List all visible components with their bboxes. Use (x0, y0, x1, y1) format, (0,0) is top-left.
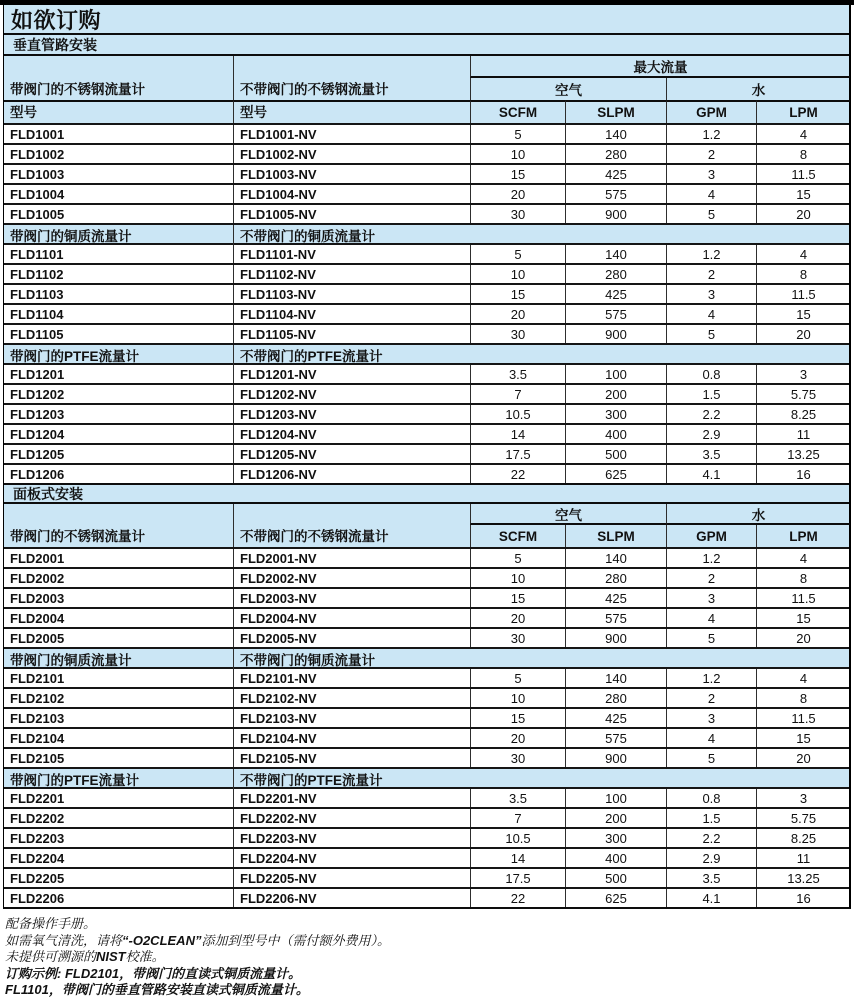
model-without-valve-cell: FLD2003-NV (233, 589, 470, 607)
model-with-valve-cell: FLD2005 (10, 630, 65, 646)
col-header-model: 型号 (233, 100, 470, 123)
col-header-max-flow: 最大流量 (470, 56, 850, 78)
scfm-value-cell: 10.5 (470, 405, 565, 423)
footnote-text: 订购示例: FLD2101，带阀门的直读式铜质流量计。 (5, 965, 302, 981)
model-without-valve-cell: FLD2002-NV (233, 569, 470, 587)
gpm-value-cell: 1.2 (666, 245, 756, 263)
col-header-with-valve: 带阀门的不锈钢流量计 (10, 529, 145, 544)
model-without-valve-cell: FLD1203-NV (233, 405, 470, 423)
model-without-valve-cell: FLD1101-NV (233, 245, 470, 263)
gpm-value-cell: 3 (666, 709, 756, 727)
model-without-valve-cell: FLD2204-NV (233, 849, 470, 867)
model-without-valve-cell: FLD1105-NV (233, 325, 470, 343)
gpm-value-cell: 1.5 (666, 809, 756, 827)
scfm-value-cell: 5 (470, 549, 565, 567)
footnote-line (5, 982, 854, 999)
footnotes (5, 916, 854, 999)
lpm-value-cell: 15 (756, 185, 850, 203)
table-row (4, 263, 849, 283)
slpm-value-cell: 900 (565, 749, 666, 767)
slpm-value-cell: 400 (565, 425, 666, 443)
slpm-value-cell: 200 (565, 809, 666, 827)
scfm-value-cell: 30 (470, 629, 565, 647)
model-without-valve-cell: FLD1004-NV (233, 185, 470, 203)
col-header-lpm: LPM (756, 100, 850, 123)
slpm-value-cell: 140 (565, 669, 666, 687)
table-row (4, 727, 849, 747)
model-with-valve-cell: FLD2001 (10, 550, 65, 566)
col-header-air: 空气 (470, 504, 666, 525)
slpm-value-cell: 140 (565, 125, 666, 143)
table-row (4, 203, 849, 223)
slpm-value-cell: 300 (565, 405, 666, 423)
model-with-valve-cell: FLD2104 (10, 730, 65, 746)
ordering-table (3, 5, 851, 909)
lpm-value-cell: 20 (756, 749, 850, 767)
model-with-valve-cell: FLD2102 (10, 690, 65, 706)
model-without-valve-cell: FLD2205-NV (233, 869, 470, 887)
table-row (4, 567, 849, 587)
table-row (4, 687, 849, 707)
model-with-valve-cell: FLD1205 (10, 446, 65, 462)
table-row (4, 607, 849, 627)
table-row (4, 283, 849, 303)
model-with-valve-cell: FLD2203 (10, 830, 65, 846)
lpm-value-cell: 15 (756, 729, 850, 747)
model-without-valve-cell: FLD2202-NV (233, 809, 470, 827)
lpm-value-cell: 20 (756, 325, 850, 343)
col-header-air: 空气 (470, 78, 666, 100)
scfm-value-cell: 5 (470, 669, 565, 687)
model-with-valve-cell: FLD1203 (10, 406, 65, 422)
model-without-valve-cell: FLD2201-NV (233, 789, 470, 807)
table-row (4, 143, 849, 163)
scfm-value-cell: 14 (470, 425, 565, 443)
scfm-value-cell: 3.5 (470, 365, 565, 383)
section-band (4, 767, 849, 787)
footnote-text: 如需氧气清洗，请将 (5, 932, 123, 948)
model-with-valve-cell: FLD2004 (10, 610, 65, 626)
scfm-value-cell: 10 (470, 265, 565, 283)
model-without-valve-cell: FLD1103-NV (233, 285, 470, 303)
lpm-value-cell: 16 (756, 889, 850, 907)
scfm-value-cell: 10 (470, 689, 565, 707)
model-without-valve-cell: FLD1206-NV (233, 465, 470, 483)
gpm-value-cell: 4 (666, 305, 756, 323)
slpm-value-cell: 500 (565, 445, 666, 463)
model-with-valve-cell: FLD1005 (10, 206, 65, 222)
col-header-gpm: GPM (666, 100, 756, 123)
model-without-valve-cell: FLD2103-NV (233, 709, 470, 727)
section-band-left-label: 带阀门的PTFE流量计 (10, 349, 140, 364)
lpm-value-cell: 11.5 (756, 285, 850, 303)
gpm-value-cell: 2 (666, 265, 756, 283)
gpm-value-cell: 2.9 (666, 425, 756, 443)
lpm-value-cell: 11.5 (756, 709, 850, 727)
col-header-model: 型号 (4, 100, 233, 123)
model-with-valve-cell: FLD2206 (10, 890, 65, 906)
lpm-value-cell: 13.25 (756, 445, 850, 463)
lpm-value-cell: 4 (756, 549, 850, 567)
table-row (4, 243, 849, 263)
footnote-text: NIST (96, 949, 126, 964)
section-band (4, 223, 849, 243)
model-without-valve-cell: FLD2101-NV (233, 669, 470, 687)
model-without-valve-cell: FLD2004-NV (233, 609, 470, 627)
gpm-value-cell: 4 (666, 609, 756, 627)
gpm-value-cell: 4 (666, 185, 756, 203)
model-with-valve-cell: FLD2105 (10, 750, 65, 766)
scfm-value-cell: 10.5 (470, 829, 565, 847)
lpm-value-cell: 8.25 (756, 405, 850, 423)
scfm-value-cell: 15 (470, 285, 565, 303)
footnote-text: “-O2CLEAN” (122, 932, 202, 948)
table-row (4, 443, 849, 463)
slpm-value-cell: 200 (565, 385, 666, 403)
table-row (4, 303, 849, 323)
footnote-line (5, 966, 854, 983)
model-without-valve-cell: FLD2005-NV (233, 629, 470, 647)
model-with-valve-cell: FLD2002 (10, 570, 65, 586)
gpm-value-cell: 5 (666, 325, 756, 343)
section-band-left-label: 带阀门的铜质流量计 (10, 229, 132, 244)
lpm-value-cell: 8 (756, 265, 850, 283)
gpm-value-cell: 2 (666, 145, 756, 163)
col-header-scfm: SCFM (470, 100, 565, 123)
slpm-value-cell: 575 (565, 185, 666, 203)
slpm-value-cell: 575 (565, 305, 666, 323)
gpm-value-cell: 5 (666, 749, 756, 767)
model-with-valve-cell: FLD1102 (10, 266, 64, 282)
slpm-value-cell: 425 (565, 285, 666, 303)
gpm-value-cell: 4.1 (666, 889, 756, 907)
table-row (4, 707, 849, 727)
lpm-value-cell: 11 (756, 425, 850, 443)
table-row (4, 847, 849, 867)
scfm-value-cell: 22 (470, 889, 565, 907)
section-band-right-label: 不带阀门的PTFE流量计 (233, 769, 850, 789)
lpm-value-cell: 11.5 (756, 165, 850, 183)
model-without-valve-cell: FLD2102-NV (233, 689, 470, 707)
table-row (4, 383, 849, 403)
lpm-value-cell: 11.5 (756, 589, 850, 607)
scfm-value-cell: 22 (470, 465, 565, 483)
gpm-value-cell: 0.8 (666, 365, 756, 383)
model-without-valve-cell: FLD1005-NV (233, 205, 470, 223)
col-header-without-valve: 不带阀门的不锈钢流量计 (233, 504, 470, 547)
slpm-value-cell: 425 (565, 709, 666, 727)
section-subheader-vertical: 垂直管路安装 (4, 35, 849, 56)
lpm-value-cell: 3 (756, 365, 850, 383)
section-subheader-panel: 面板式安装 (4, 483, 849, 504)
model-with-valve-cell: FLD2202 (10, 810, 65, 826)
scfm-value-cell: 5 (470, 125, 565, 143)
scfm-value-cell: 30 (470, 325, 565, 343)
model-with-valve-cell: FLD1003 (10, 166, 65, 182)
lpm-value-cell: 20 (756, 629, 850, 647)
slpm-value-cell: 140 (565, 549, 666, 567)
gpm-value-cell: 3 (666, 165, 756, 183)
slpm-value-cell: 100 (565, 365, 666, 383)
gpm-value-cell: 5 (666, 205, 756, 223)
table-row (4, 587, 849, 607)
table-row (4, 423, 849, 443)
gpm-value-cell: 4 (666, 729, 756, 747)
scfm-value-cell: 15 (470, 589, 565, 607)
scfm-value-cell: 10 (470, 569, 565, 587)
model-without-valve-cell: FLD2203-NV (233, 829, 470, 847)
lpm-value-cell: 13.25 (756, 869, 850, 887)
scfm-value-cell: 7 (470, 809, 565, 827)
model-without-valve-cell: FLD2105-NV (233, 749, 470, 767)
table-row (4, 183, 849, 203)
scfm-value-cell: 14 (470, 849, 565, 867)
gpm-value-cell: 3.5 (666, 445, 756, 463)
table-row (4, 747, 849, 767)
model-without-valve-cell: FLD1204-NV (233, 425, 470, 443)
lpm-value-cell: 3 (756, 789, 850, 807)
col-header-slpm: SLPM (565, 525, 666, 547)
model-with-valve-cell: FLD2101 (10, 670, 65, 686)
scfm-value-cell: 3.5 (470, 789, 565, 807)
scfm-value-cell: 30 (470, 205, 565, 223)
model-with-valve-cell: FLD2003 (10, 590, 65, 606)
model-with-valve-cell: FLD1206 (10, 466, 65, 482)
model-with-valve-cell: FLD2205 (10, 870, 65, 886)
slpm-value-cell: 400 (565, 849, 666, 867)
section-band-right-label: 不带阀门的PTFE流量计 (233, 345, 850, 365)
model-with-valve-cell: FLD1204 (10, 426, 65, 442)
gpm-value-cell: 0.8 (666, 789, 756, 807)
gpm-value-cell: 2.2 (666, 829, 756, 847)
scfm-value-cell: 20 (470, 185, 565, 203)
page-title: 如欲订购 (11, 7, 102, 33)
col-header-water: 水 (666, 504, 850, 525)
col-header-water: 水 (666, 78, 850, 100)
col-header-with-valve: 带阀门的不锈钢流量计 (10, 82, 145, 97)
table-row (4, 363, 849, 383)
table-header-vertical (4, 56, 849, 123)
section-band (4, 343, 849, 363)
model-with-valve-cell: FLD1201 (10, 366, 65, 382)
gpm-value-cell: 3 (666, 589, 756, 607)
gpm-value-cell: 4.1 (666, 465, 756, 483)
model-with-valve-cell: FLD1202 (10, 386, 65, 402)
model-without-valve-cell: FLD2206-NV (233, 889, 470, 907)
footnote-text: FL1101，带阀门的垂直管路安装直读式铜质流量计。 (5, 982, 309, 997)
gpm-value-cell: 2 (666, 569, 756, 587)
footnote-line (5, 949, 854, 966)
col-header-lpm: LPM (756, 525, 850, 547)
section-band-left-label: 带阀门的PTFE流量计 (10, 773, 140, 788)
table-body-panel (4, 547, 849, 907)
lpm-value-cell: 5.75 (756, 385, 850, 403)
model-with-valve-cell: FLD1001 (10, 126, 65, 142)
lpm-value-cell: 15 (756, 609, 850, 627)
slpm-value-cell: 280 (565, 265, 666, 283)
gpm-value-cell: 2 (666, 689, 756, 707)
lpm-value-cell: 4 (756, 669, 850, 687)
model-without-valve-cell: FLD1002-NV (233, 145, 470, 163)
table-row (4, 627, 849, 647)
lpm-value-cell: 8 (756, 689, 850, 707)
slpm-value-cell: 425 (565, 165, 666, 183)
table-header-panel (4, 504, 849, 547)
lpm-value-cell: 8 (756, 569, 850, 587)
section-band-right-label: 不带阀门的铜质流量计 (233, 225, 850, 245)
lpm-value-cell: 8.25 (756, 829, 850, 847)
gpm-value-cell: 1.2 (666, 125, 756, 143)
col-header-without-valve: 不带阀门的不锈钢流量计 (233, 56, 470, 100)
table-row (4, 123, 849, 143)
col-header-slpm: SLPM (565, 100, 666, 123)
section-band (4, 647, 849, 667)
slpm-value-cell: 625 (565, 889, 666, 907)
model-with-valve-cell: FLD1103 (10, 286, 64, 302)
slpm-value-cell: 575 (565, 609, 666, 627)
slpm-value-cell: 280 (565, 689, 666, 707)
scfm-value-cell: 17.5 (470, 445, 565, 463)
footnote-line (5, 933, 854, 950)
footnote-line (5, 916, 854, 933)
model-without-valve-cell: FLD1104-NV (233, 305, 470, 323)
lpm-value-cell: 15 (756, 305, 850, 323)
table-row (4, 667, 849, 687)
footnote-text: 配备操作手册。 (5, 916, 97, 931)
scfm-value-cell: 20 (470, 729, 565, 747)
table-row (4, 323, 849, 343)
gpm-value-cell: 3.5 (666, 869, 756, 887)
table-row (4, 547, 849, 567)
lpm-value-cell: 5.75 (756, 809, 850, 827)
section-band-left-label: 带阀门的铜质流量计 (10, 653, 132, 668)
col-header-gpm: GPM (666, 525, 756, 547)
table-row (4, 807, 849, 827)
gpm-value-cell: 2.2 (666, 405, 756, 423)
model-with-valve-cell: FLD1004 (10, 186, 65, 202)
scfm-value-cell: 5 (470, 245, 565, 263)
model-without-valve-cell: FLD1205-NV (233, 445, 470, 463)
model-without-valve-cell: FLD2104-NV (233, 729, 470, 747)
page-title-band (4, 5, 849, 35)
slpm-value-cell: 575 (565, 729, 666, 747)
col-header-scfm: SCFM (470, 525, 565, 547)
footnote-text: 校准。 (125, 949, 165, 964)
model-with-valve-cell: FLD1105 (10, 326, 64, 342)
model-with-valve-cell: FLD2201 (10, 790, 65, 806)
scfm-value-cell: 20 (470, 609, 565, 627)
scfm-value-cell: 15 (470, 165, 565, 183)
model-with-valve-cell: FLD1104 (10, 306, 64, 322)
lpm-value-cell: 16 (756, 465, 850, 483)
scfm-value-cell: 17.5 (470, 869, 565, 887)
table-row (4, 463, 849, 483)
model-without-valve-cell: FLD1003-NV (233, 165, 470, 183)
scfm-value-cell: 20 (470, 305, 565, 323)
slpm-value-cell: 300 (565, 829, 666, 847)
gpm-value-cell: 5 (666, 629, 756, 647)
table-row (4, 787, 849, 807)
table-row (4, 163, 849, 183)
model-with-valve-cell: FLD2204 (10, 850, 65, 866)
slpm-value-cell: 100 (565, 789, 666, 807)
model-with-valve-cell: FLD1101 (10, 246, 64, 262)
gpm-value-cell: 2.9 (666, 849, 756, 867)
lpm-value-cell: 4 (756, 245, 850, 263)
table-body-vertical (4, 123, 849, 483)
model-without-valve-cell: FLD1102-NV (233, 265, 470, 283)
gpm-value-cell: 3 (666, 285, 756, 303)
model-without-valve-cell: FLD1001-NV (233, 125, 470, 143)
gpm-value-cell: 1.2 (666, 549, 756, 567)
lpm-value-cell: 20 (756, 205, 850, 223)
scfm-value-cell: 15 (470, 709, 565, 727)
model-with-valve-cell: FLD2103 (10, 710, 65, 726)
slpm-value-cell: 900 (565, 629, 666, 647)
gpm-value-cell: 1.2 (666, 669, 756, 687)
model-without-valve-cell: FLD2001-NV (233, 549, 470, 567)
slpm-value-cell: 140 (565, 245, 666, 263)
slpm-value-cell: 625 (565, 465, 666, 483)
lpm-value-cell: 11 (756, 849, 850, 867)
section-band-right-label: 不带阀门的铜质流量计 (233, 649, 850, 669)
lpm-value-cell: 8 (756, 145, 850, 163)
table-row (4, 887, 849, 907)
table-row (4, 403, 849, 423)
footnote-text: 未提供可溯源的 (5, 949, 97, 964)
slpm-value-cell: 900 (565, 325, 666, 343)
slpm-value-cell: 280 (565, 145, 666, 163)
gpm-value-cell: 1.5 (666, 385, 756, 403)
model-without-valve-cell: FLD1201-NV (233, 365, 470, 383)
footnote-text: 添加到型号中（需付额外费用）。 (201, 932, 390, 948)
model-without-valve-cell: FLD1202-NV (233, 385, 470, 403)
lpm-value-cell: 4 (756, 125, 850, 143)
scfm-value-cell: 7 (470, 385, 565, 403)
model-with-valve-cell: FLD1002 (10, 146, 65, 162)
scfm-value-cell: 10 (470, 145, 565, 163)
table-row (4, 827, 849, 847)
slpm-value-cell: 280 (565, 569, 666, 587)
slpm-value-cell: 500 (565, 869, 666, 887)
table-row (4, 867, 849, 887)
slpm-value-cell: 425 (565, 589, 666, 607)
slpm-value-cell: 900 (565, 205, 666, 223)
scfm-value-cell: 30 (470, 749, 565, 767)
